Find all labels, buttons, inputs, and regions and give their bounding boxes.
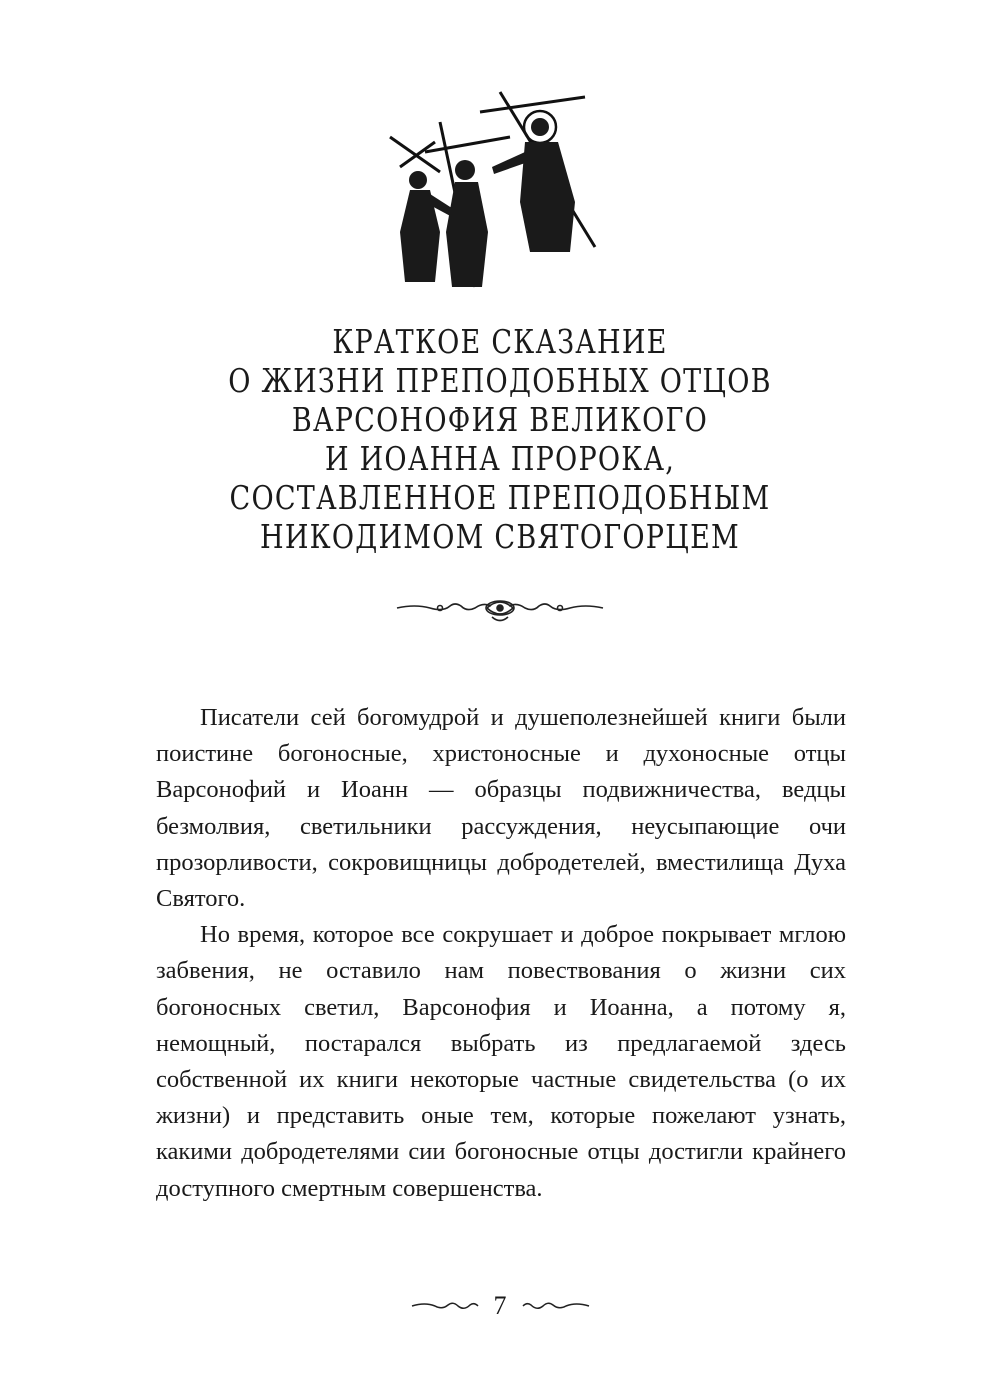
decorative-scroll-ornament-icon — [395, 590, 605, 626]
paragraph: Но время, которое все сокрушает и доброе покрывает мглою забвения, не оставило нам повествования о жизни сих богоносных светил, Варсонофия и Иоанна, а потому я, немощный, постарался выбрать из предлагаемой здесь собственной их книги некоторые частные свидетельства (о их жизни) и представить оные тем, которые пожелают узнать, какими добродетелями сии богоносные отцы достигли крайнего доступного смертным совершенства. — [156, 921, 846, 1202]
right-fleuron-icon — [521, 1296, 591, 1316]
title-line: СОСТАВЛЕННОЕ ПРЕПОДОБНЫМ — [229, 478, 771, 517]
paragraph: Писатели сей богомудрой и душеполезнейшей книги были поистине богоносные, христоносные и духоносные отцы Варсонофий и Иоанн — образцы подвижничества, ведцы безмолвия, светильники рассуждения, неусыпающие очи прозорливости, сокровищницы добродетелей, вместилища Духа Святого. — [156, 704, 846, 913]
icon-three-monks-with-crosses — [380, 82, 630, 300]
title-line: КРАТКОЕ СКАЗАНИЕ — [332, 322, 668, 361]
page-title — [100, 322, 900, 556]
title-line: О ЖИЗНИ ПРЕПОДОБНЫХ ОТЦОВ — [228, 361, 772, 400]
title-line: ВАРСОНОФИЯ ВЕЛИКОГО — [291, 400, 709, 439]
title-line: НИКОДИМОМ СВЯТОГОРЦЕМ — [259, 517, 741, 556]
page-footer — [380, 1288, 620, 1324]
left-fleuron-icon — [410, 1296, 480, 1316]
title-line: И ИОАННА ПРОРОКА, — [324, 439, 676, 478]
page-number: 7 — [493, 1291, 507, 1320]
body-text — [156, 700, 846, 1207]
